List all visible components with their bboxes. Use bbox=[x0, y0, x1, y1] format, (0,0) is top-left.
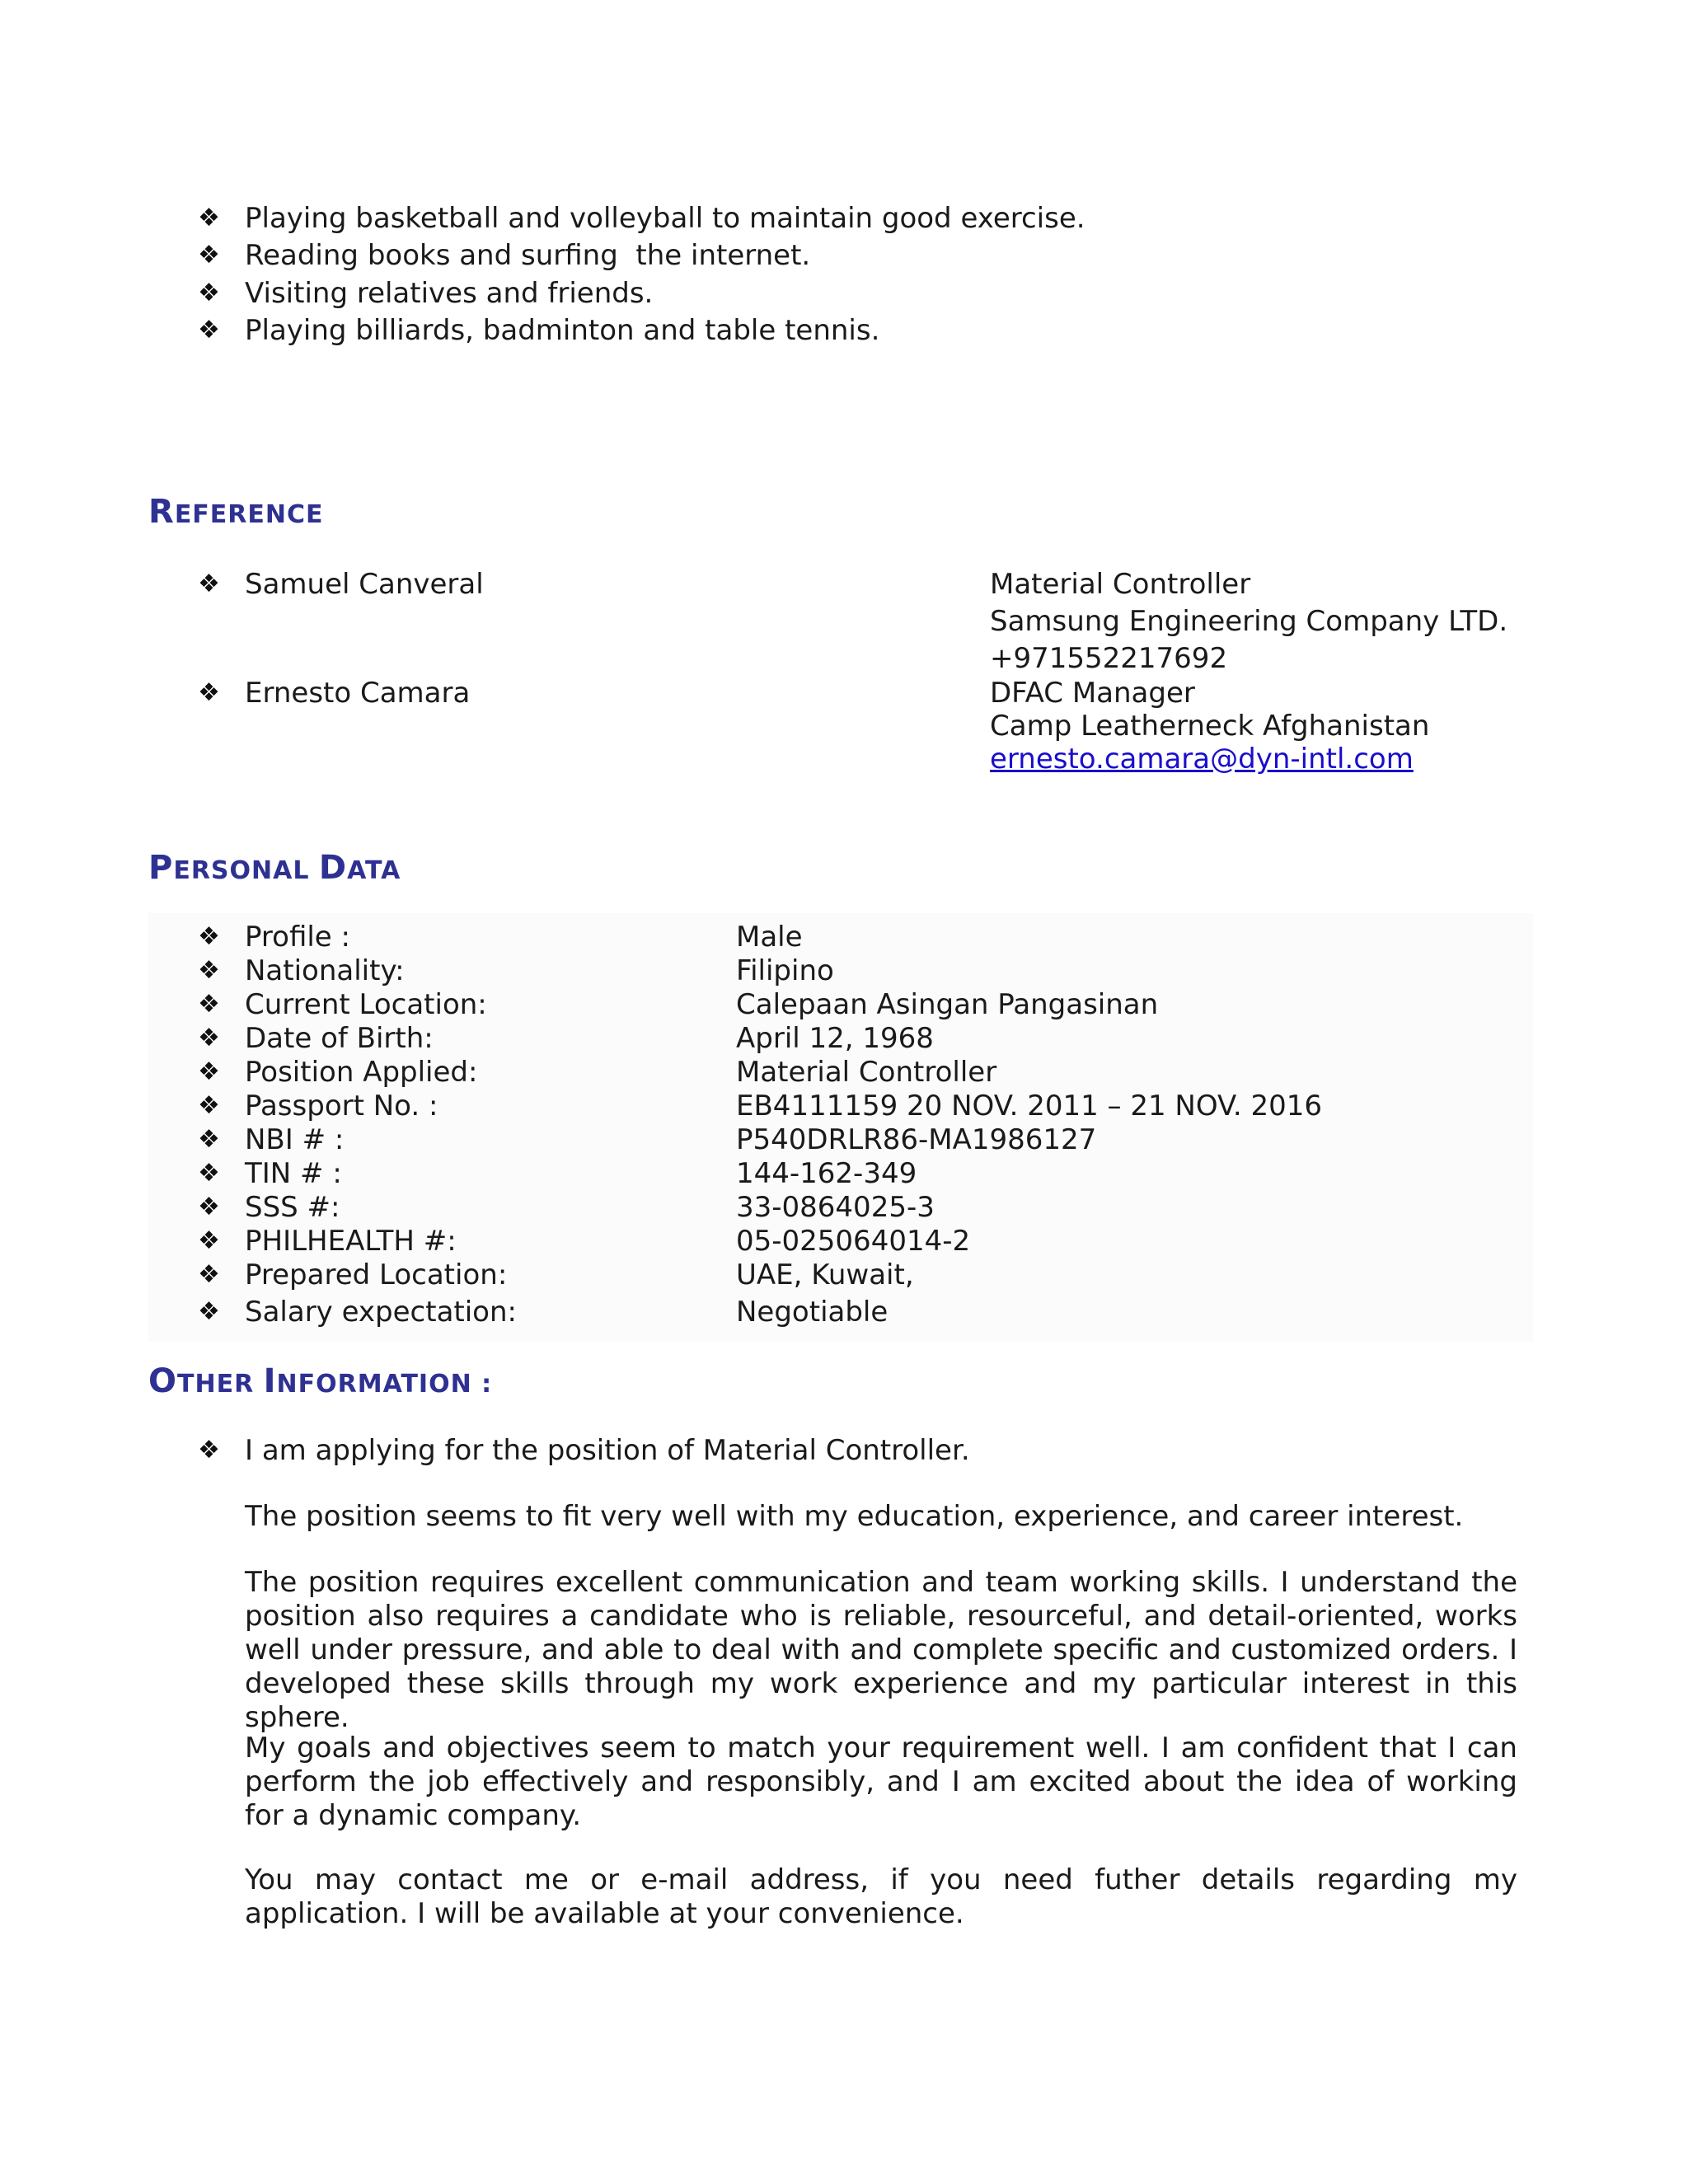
field-value: Material Controller bbox=[736, 1056, 997, 1089]
bullet-icon: ❖ bbox=[198, 1260, 220, 1289]
field-label: Nationality: bbox=[245, 954, 405, 987]
bullet-icon: ❖ bbox=[198, 1024, 220, 1052]
bullet-icon: ❖ bbox=[198, 678, 220, 707]
field-label: PHILHEALTH #: bbox=[245, 1225, 457, 1258]
paragraph: The position requires excellent communication and team working skills. I understand the position also requires a candidate who is reliable, resourceful, and detail-oriented, works well under pressure, and able to deal with and complete specific and customized orders. I developed these skills through my work experience and my particular interest in this sphere. bbox=[245, 1566, 1517, 1734]
field-value: UAE, Kuwait, bbox=[736, 1258, 914, 1291]
field-label: TIN # : bbox=[245, 1157, 342, 1190]
field-label: Profile : bbox=[245, 921, 350, 954]
field-label: Prepared Location: bbox=[245, 1258, 508, 1291]
field-value: Filipino bbox=[736, 954, 834, 987]
field-value: Negotiable bbox=[736, 1296, 889, 1329]
section-heading-personal-data: PERSONAL DATA bbox=[148, 849, 401, 887]
hobby-text: Playing billiards, badminton and table tennis. bbox=[245, 314, 880, 347]
field-value: 05-025064014-2 bbox=[736, 1225, 971, 1258]
field-label: Salary expectation: bbox=[245, 1296, 517, 1329]
reference-title: Material Controller bbox=[990, 568, 1251, 601]
field-label: Date of Birth: bbox=[245, 1022, 434, 1055]
bullet-icon: ❖ bbox=[198, 1125, 220, 1154]
bullet-icon: ❖ bbox=[198, 1436, 220, 1465]
reference-title: DFAC Manager bbox=[990, 677, 1195, 710]
field-label: Position Applied: bbox=[245, 1056, 478, 1089]
reference-name: Samuel Canveral bbox=[245, 568, 484, 601]
bullet-icon: ❖ bbox=[198, 204, 220, 232]
field-label: SSS #: bbox=[245, 1191, 340, 1224]
bullet-icon: ❖ bbox=[198, 990, 220, 1019]
bullet-icon: ❖ bbox=[198, 1226, 220, 1255]
section-heading-reference: REFERENCE bbox=[148, 493, 324, 531]
bullet-icon: ❖ bbox=[198, 241, 220, 269]
bullet-icon: ❖ bbox=[198, 1091, 220, 1120]
reference-phone: +971552217692 bbox=[990, 642, 1228, 675]
other-info-text: I am applying for the position of Material Controller. bbox=[245, 1434, 970, 1467]
reference-email-link[interactable]: ernesto.camara@dyn-intl.com bbox=[990, 743, 1414, 776]
field-value: 33-0864025-3 bbox=[736, 1191, 935, 1224]
section-heading-other-information: OTHER INFORMATION : bbox=[148, 1362, 493, 1400]
paragraph: My goals and objectives seem to match your requirement well. I am confident that I can perform the job effectively and responsibly, and I am excited about the idea of working for a dynamic company. bbox=[245, 1732, 1517, 1832]
bullet-icon: ❖ bbox=[198, 569, 220, 598]
bullet-icon: ❖ bbox=[198, 316, 220, 344]
field-value: P540DRLR86-MA1986127 bbox=[736, 1123, 1097, 1156]
paragraph: The position seems to fit very well with my education, experience, and career interest. bbox=[245, 1500, 1464, 1533]
field-value: Calepaan Asingan Pangasinan bbox=[736, 988, 1159, 1021]
field-value: Male bbox=[736, 921, 803, 954]
bullet-icon: ❖ bbox=[198, 956, 220, 985]
bullet-icon: ❖ bbox=[198, 922, 220, 951]
bullet-icon: ❖ bbox=[198, 1193, 220, 1221]
field-value: EB4111159 20 NOV. 2011 – 21 NOV. 2016 bbox=[736, 1090, 1323, 1122]
field-value: April 12, 1968 bbox=[736, 1022, 934, 1055]
field-label: Passport No. : bbox=[245, 1090, 438, 1122]
bullet-icon: ❖ bbox=[198, 1057, 220, 1086]
field-label: Current Location: bbox=[245, 988, 487, 1021]
bullet-icon: ❖ bbox=[198, 1297, 220, 1326]
field-value: 144-162-349 bbox=[736, 1157, 917, 1190]
reference-name: Ernesto Camara bbox=[245, 677, 471, 710]
field-label: NBI # : bbox=[245, 1123, 345, 1156]
bullet-icon: ❖ bbox=[198, 279, 220, 307]
hobby-text: Reading books and surfing the internet. bbox=[245, 239, 811, 272]
reference-company: Samsung Engineering Company LTD. bbox=[990, 605, 1508, 638]
reference-location: Camp Leatherneck Afghanistan bbox=[990, 710, 1430, 743]
hobby-text: Playing basketball and volleyball to maintain good exercise. bbox=[245, 202, 1085, 235]
hobby-text: Visiting relatives and friends. bbox=[245, 277, 654, 310]
bullet-icon: ❖ bbox=[198, 1159, 220, 1188]
paragraph: You may contact me or e-mail address, if you need futher details regarding my application. I will be available at your convenience. bbox=[245, 1863, 1517, 1930]
reference-email-row bbox=[990, 741, 1414, 777]
